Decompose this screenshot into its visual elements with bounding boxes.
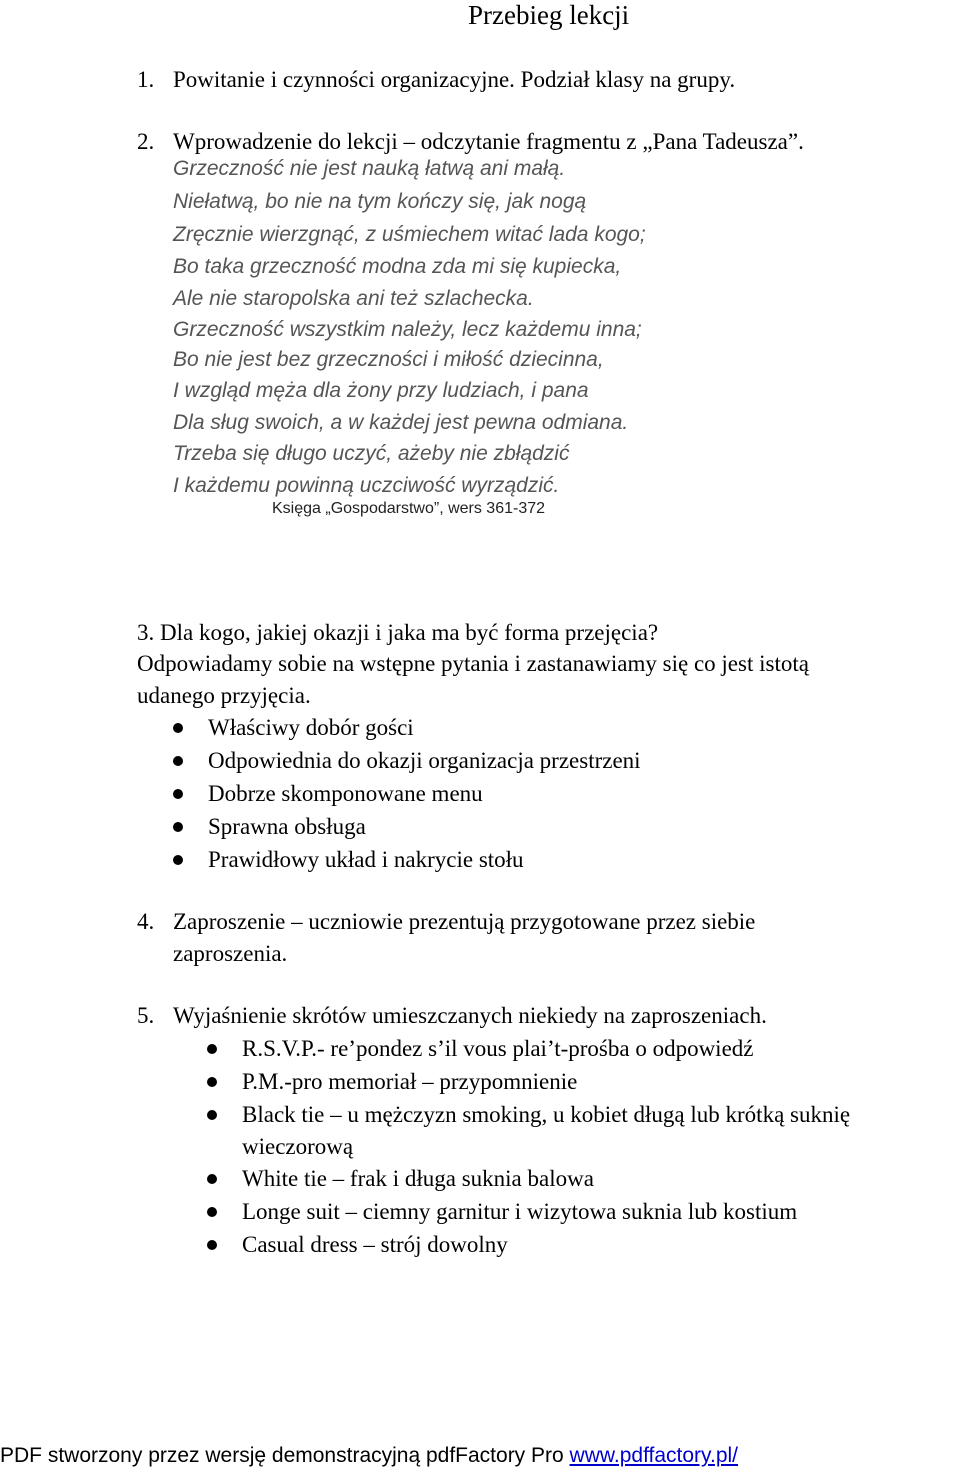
bullet-icon xyxy=(173,756,183,766)
item-5-number: 5. xyxy=(137,1003,155,1028)
poem-source: Księga „Gospodarstwo”, wers 361-372 xyxy=(272,500,546,517)
bullet-icon xyxy=(207,1207,217,1217)
poem-line: Ale nie staropolska ani też szlachecka. xyxy=(173,287,534,310)
item-1-number: 1. xyxy=(137,67,155,92)
poem-line: Niełatwą, bo nie na tym kończy się, jak nogą xyxy=(173,190,587,213)
item-4-number: 4. xyxy=(137,909,155,934)
list-item: Dobrze skomponowane menu xyxy=(208,781,483,806)
footer-text: PDF stworzony przez wersję demonstracyjną pdfFactory Pro xyxy=(0,1444,570,1467)
item-4-text: zaproszenia. xyxy=(173,941,288,966)
page-title: Przebieg lekcji xyxy=(468,0,630,30)
list-item-continuation: wieczorową xyxy=(242,1134,354,1159)
bullet-icon xyxy=(207,1174,217,1184)
item-4-text: Zaproszenie – uczniowie prezentują przygotowane przez siebie xyxy=(173,909,756,934)
bullet-icon xyxy=(173,822,183,832)
list-item: P.M.-pro memoriał – przypomnienie xyxy=(242,1069,578,1094)
list-item: Longe suit – ciemny garnitur i wizytowa suknia lub kostium xyxy=(242,1199,798,1224)
poem-line: Trzeba się długo uczyć, ażeby nie zbłądzić xyxy=(173,442,570,465)
footer-link[interactable]: www.pdffactory.pl/ xyxy=(569,1444,739,1467)
list-item: Casual dress – strój dowolny xyxy=(242,1232,508,1257)
list-item: Odpowiednia do okazji organizacja przestrzeni xyxy=(208,748,641,773)
bullet-icon xyxy=(173,855,183,865)
list-item: R.S.V.P.- re’pondez s’il vous plai’t-prośba o odpowiedź xyxy=(242,1036,754,1061)
bullet-icon xyxy=(173,723,183,733)
bullet-icon xyxy=(207,1110,217,1120)
item-2-text: Wprowadzenie do lekcji – odczytanie fragmentu z „Pana Tadeusza”. xyxy=(173,129,804,154)
item-3-intro: udanego przyjęcia. xyxy=(137,683,311,708)
list-item: Właściwy dobór gości xyxy=(208,715,414,740)
list-item: Prawidłowy układ i nakrycie stołu xyxy=(208,847,524,872)
poem-line: Bo nie jest bez grzeczności i miłość dziecinna, xyxy=(173,348,604,371)
poem-line: Zręcznie wierzgnąć, z uśmiechem witać lada kogo; xyxy=(173,223,646,246)
pdf-footer xyxy=(0,1442,960,1474)
item-1-text: Powitanie i czynności organizacyjne. Podział klasy na grupy. xyxy=(173,67,736,92)
list-item: White tie – frak i długa suknia balowa xyxy=(242,1166,594,1191)
bullet-icon xyxy=(173,789,183,799)
poem-line: Grzeczność nie jest nauką łatwą ani małą. xyxy=(173,157,566,180)
poem-line: Bo taka grzeczność modna zda mi się kupiecka, xyxy=(173,255,622,278)
bullet-icon xyxy=(207,1077,217,1087)
item-2-number: 2. xyxy=(137,129,155,154)
list-item: Black tie – u mężczyzn smoking, u kobiet długą lub krótką suknię xyxy=(242,1102,851,1127)
poem-line: Grzeczność wszystkim należy, lecz każdemu inna; xyxy=(173,318,642,341)
poem-line: Dla sług swoich, a w każdej jest pewna odmiana. xyxy=(173,411,629,434)
item-3-intro: Odpowiadamy sobie na wstępne pytania i zastanawiamy się co jest istotą xyxy=(137,651,809,676)
item-5-text: Wyjaśnienie skrótów umieszczanych niekiedy na zaproszeniach. xyxy=(173,1003,767,1028)
list-item: Sprawna obsługa xyxy=(208,814,366,839)
poem-line: I wzgląd męża dla żony przy ludziach, i pana xyxy=(173,379,589,402)
item-3-heading: 3. Dla kogo, jakiej okazji i jaka ma być forma przejęcia? xyxy=(137,620,659,645)
bullet-icon xyxy=(207,1240,217,1250)
bullet-icon xyxy=(207,1044,217,1054)
poem-line: I każdemu powinną uczciwość wyrządzić. xyxy=(173,474,560,497)
